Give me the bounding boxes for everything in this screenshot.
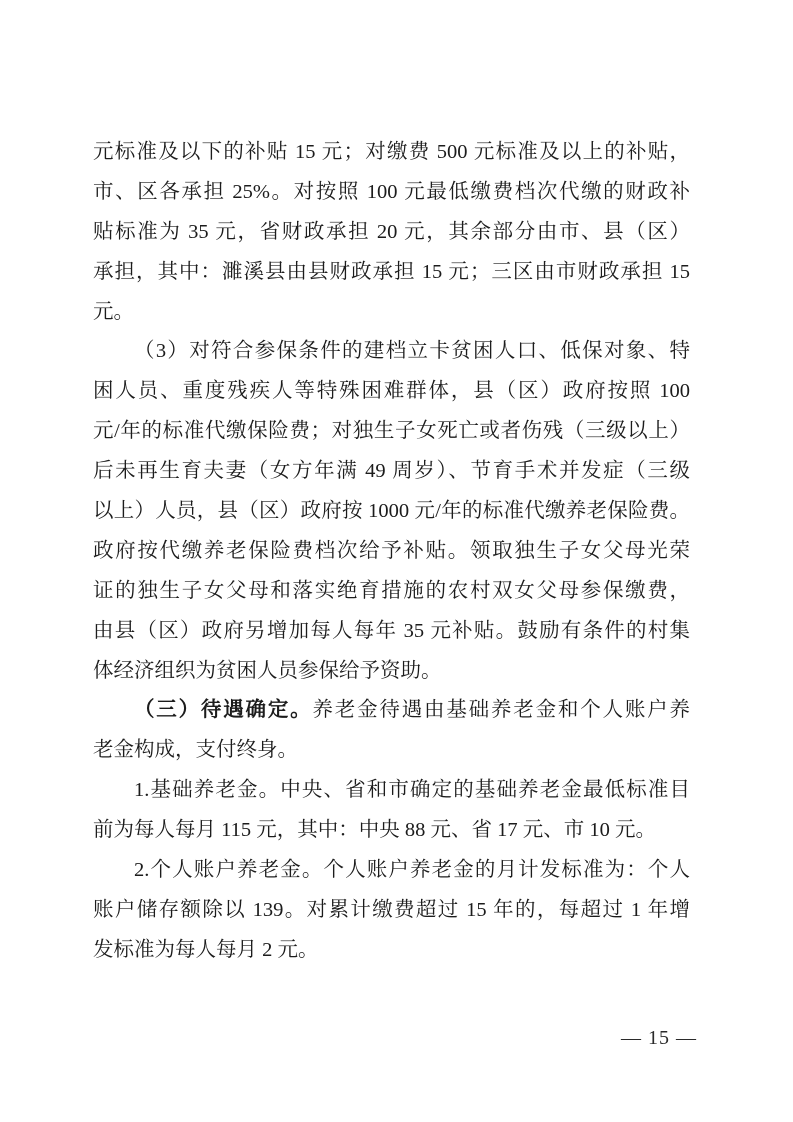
text-line xyxy=(93,811,690,851)
text-line xyxy=(93,652,690,692)
text-line xyxy=(93,452,690,492)
text-line xyxy=(93,332,690,372)
text-line xyxy=(93,691,690,731)
body-text: 由县（区）政府另增加每人每年 35 元补贴。鼓励有条件的村集 xyxy=(93,619,690,642)
text-line xyxy=(93,731,690,771)
text-line xyxy=(93,492,690,532)
body-text: 老金构成，支付终身。 xyxy=(93,739,298,762)
body-text: 前为每人每月 115 元，其中：中央 88 元、省 17 元、市 10 元。 xyxy=(93,819,656,842)
text-line xyxy=(93,891,690,931)
body-text: 市、区各承担 25%。对按照 100 元最低缴费档次代缴的财政补 xyxy=(93,180,690,203)
body-text: 元标准及以下的补贴 15 元；对缴费 500 元标准及以上的补贴， xyxy=(93,141,690,163)
body-text: 后未再生育夫妻（女方年满 49 周岁）、节育手术并发症（三级 xyxy=(93,460,690,483)
body-text: 以上）人员，县（区）政府按 1000 元/年的标准代缴养老保险费。 xyxy=(93,500,690,523)
body-text: 承担，其中：濉溪县由县财政承担 15 元；三区由市财政承担 15 xyxy=(93,260,690,283)
body-text: 证的独生子女父母和落实绝育措施的农村双女父母参保缴费， xyxy=(93,579,690,602)
body-text: 政府按代缴养老保险费档次给予补贴。领取独生子女父母光荣 xyxy=(93,539,690,562)
body-text: 困人员、重度残疾人等特殊困难群体，县（区）政府按照 100 xyxy=(93,380,690,403)
body-text: 贴标准为 35 元，省财政承担 20 元，其余部分由市、县（区） xyxy=(93,220,690,243)
text-line xyxy=(93,931,690,971)
body-text: 2.个人账户养老金。个人账户养老金的月计发标准为：个人 xyxy=(134,859,690,882)
text-line xyxy=(93,133,690,173)
body-text: 体经济组织为贫困人员参保给予资助。 xyxy=(93,659,442,682)
text-line xyxy=(93,173,690,213)
text-line xyxy=(93,412,690,452)
text-line xyxy=(93,532,690,572)
page-number: — 15 — xyxy=(621,1027,697,1049)
document-body xyxy=(93,133,690,971)
text-line xyxy=(93,372,690,412)
text-line xyxy=(93,612,690,652)
text-line xyxy=(93,213,690,253)
body-text: 账户储存额除以 139。对累计缴费超过 15 年的，每超过 1 年增 xyxy=(93,898,690,921)
body-text: （3）对符合参保条件的建档立卡贫困人口、低保对象、特 xyxy=(134,340,690,363)
body-text: 元。 xyxy=(93,300,134,323)
body-text: 发标准为每人每月 2 元。 xyxy=(93,938,319,961)
text-line xyxy=(93,771,690,811)
body-text: 1.基础养老金。中央、省和市确定的基础养老金最低标准目 xyxy=(134,779,690,802)
body-text: 养老金待遇由基础养老金和个人账户养 xyxy=(312,699,690,722)
section-heading-text: （三）待遇确定。 xyxy=(134,699,313,722)
text-line xyxy=(93,851,690,891)
body-text: 元/年的标准代缴保险费；对独生子女死亡或者伤残（三级以上） xyxy=(93,420,690,443)
text-line xyxy=(93,253,690,293)
text-line xyxy=(93,572,690,612)
text-line xyxy=(93,293,690,333)
